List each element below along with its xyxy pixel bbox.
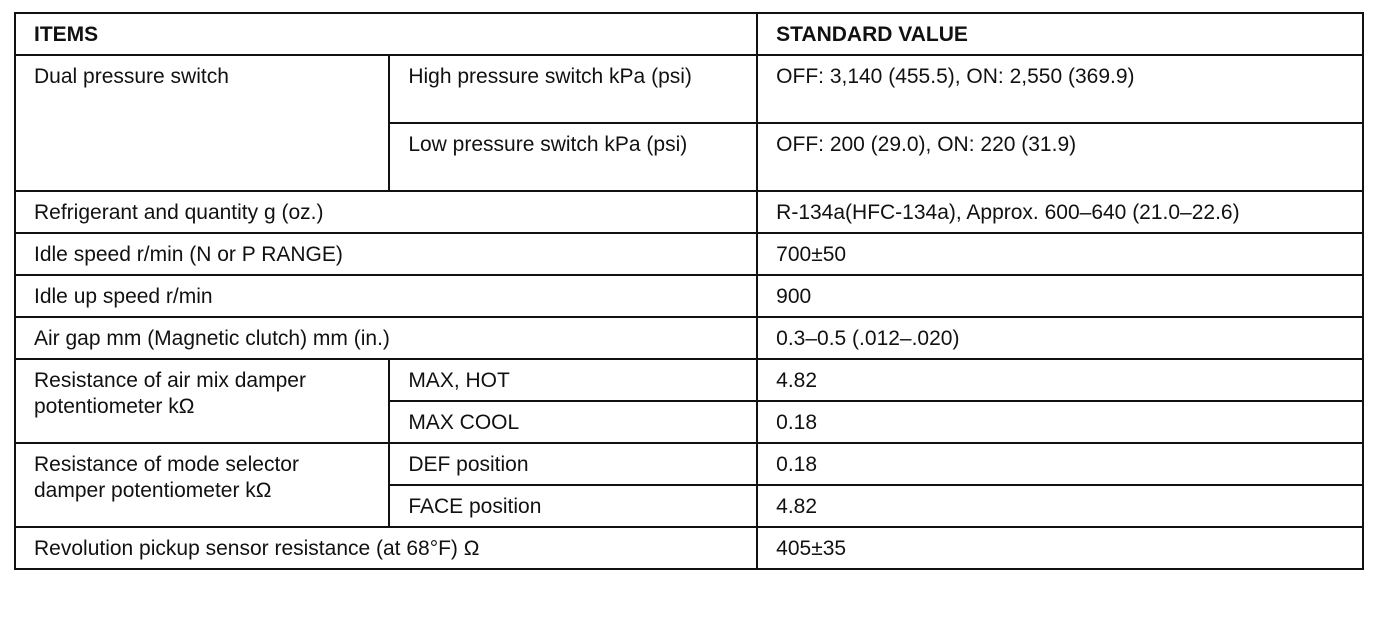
table-row (15, 359, 1363, 401)
item-refrigerant: Refrigerant and quantity g (oz.) (15, 191, 757, 233)
item-revolution-pickup: Revolution pickup sensor resistance (at 68°F) Ω (15, 527, 757, 569)
table-row (15, 527, 1363, 569)
table-row (15, 233, 1363, 275)
table-row (15, 191, 1363, 233)
value-revolution-pickup: 405±35 (757, 527, 1363, 569)
table-row (15, 275, 1363, 317)
value-max-cool: 0.18 (757, 401, 1363, 443)
header-items: ITEMS (15, 13, 757, 55)
table-row (15, 317, 1363, 359)
table-row (15, 55, 1363, 123)
sub-item-max-cool: MAX COOL (389, 401, 757, 443)
value-refrigerant: R-134a(HFC-134a), Approx. 600–640 (21.0–22.6) (757, 191, 1363, 233)
item-dual-pressure-switch: Dual pressure switch (15, 55, 389, 191)
value-def-position: 0.18 (757, 443, 1363, 485)
table-header-row (15, 13, 1363, 55)
sub-item-face-position: FACE position (389, 485, 757, 527)
item-idle-up-speed: Idle up speed r/min (15, 275, 757, 317)
specification-table (14, 12, 1364, 570)
value-idle-speed: 700±50 (757, 233, 1363, 275)
item-air-gap: Air gap mm (Magnetic clutch) mm (in.) (15, 317, 757, 359)
item-mode-selector-damper: Resistance of mode selector damper potentiometer kΩ (15, 443, 389, 527)
value-idle-up-speed: 900 (757, 275, 1363, 317)
value-low-pressure: OFF: 200 (29.0), ON: 220 (31.9) (757, 123, 1363, 191)
table-row (15, 443, 1363, 485)
value-air-gap: 0.3–0.5 (.012–.020) (757, 317, 1363, 359)
item-air-mix-damper: Resistance of air mix damper potentiometer kΩ (15, 359, 389, 443)
value-max-hot: 4.82 (757, 359, 1363, 401)
sub-item-low-pressure: Low pressure switch kPa (psi) (389, 123, 757, 191)
value-high-pressure: OFF: 3,140 (455.5), ON: 2,550 (369.9) (757, 55, 1363, 123)
sub-item-def-position: DEF position (389, 443, 757, 485)
sub-item-high-pressure: High pressure switch kPa (psi) (389, 55, 757, 123)
header-standard-value: STANDARD VALUE (757, 13, 1363, 55)
item-idle-speed: Idle speed r/min (N or P RANGE) (15, 233, 757, 275)
sub-item-max-hot: MAX, HOT (389, 359, 757, 401)
value-face-position: 4.82 (757, 485, 1363, 527)
